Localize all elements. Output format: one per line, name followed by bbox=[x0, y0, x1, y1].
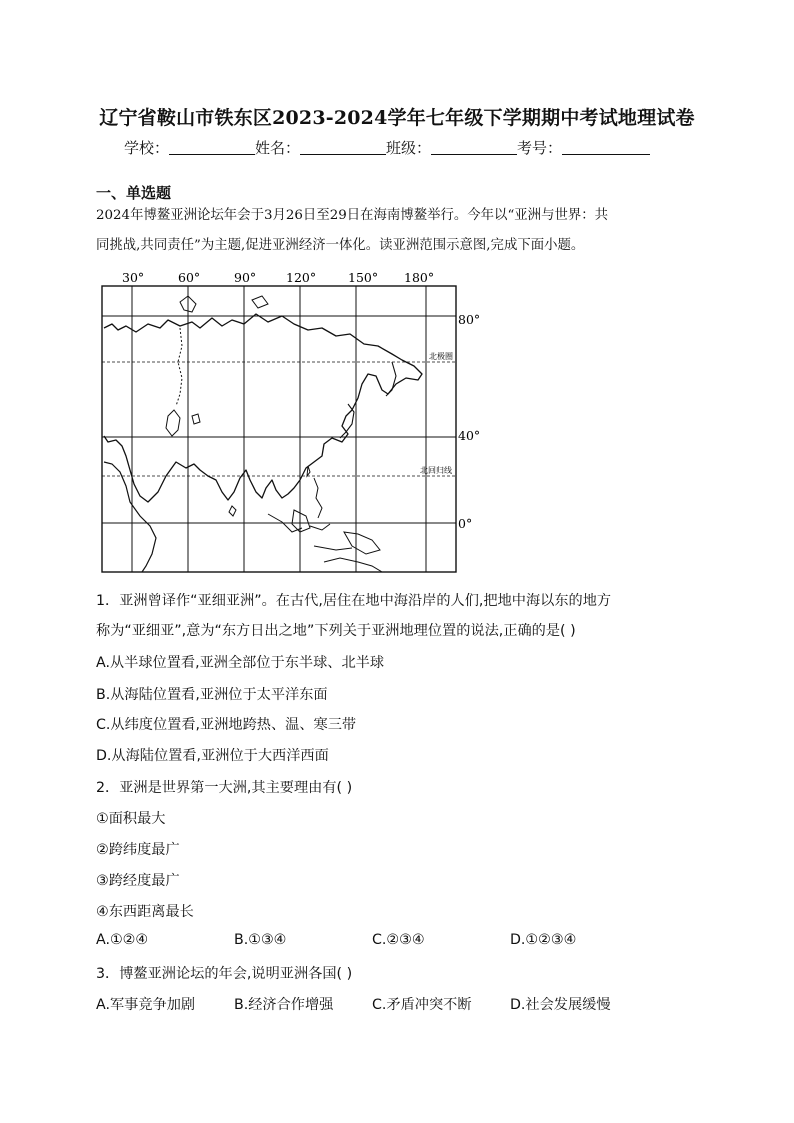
school-label: 学校： bbox=[124, 139, 170, 157]
exam-number-blank[interactable] bbox=[562, 140, 650, 155]
aral-sea bbox=[192, 414, 200, 424]
q3-option-c[interactable]: C.矛盾冲突不断 bbox=[372, 997, 472, 1013]
exam-number-label: 考号： bbox=[517, 139, 563, 157]
name-label: 姓名： bbox=[255, 139, 301, 157]
q1-option-b[interactable]: B.从海陆位置看,亚洲位于太平洋东面 bbox=[96, 687, 328, 703]
asia-map bbox=[96, 266, 496, 576]
exam-title: 辽宁省鞍山市铁东区2023-2024学年七年级下学期期中考试地理试卷 bbox=[99, 107, 695, 129]
q2-option-d[interactable]: D.①②③④ bbox=[510, 932, 577, 948]
class-blank[interactable] bbox=[431, 140, 517, 155]
indonesia-islands bbox=[268, 510, 352, 550]
severnaya-zemlya bbox=[252, 296, 268, 308]
sri-lanka bbox=[229, 506, 236, 516]
q1-stem-line-1: 1．亚洲曾译作“亚细亚洲”。在古代,居住在地中海沿岸的人们,把地中海以东的地方 bbox=[96, 593, 612, 609]
school-blank[interactable] bbox=[169, 140, 255, 155]
lon-label-30: 30° bbox=[122, 270, 145, 285]
lat-label-0: 0° bbox=[458, 516, 473, 531]
name-blank[interactable] bbox=[300, 140, 386, 155]
lat-label-80: 80° bbox=[458, 312, 481, 327]
q2-stem: 2．亚洲是世界第一大洲,其主要理由有( ) bbox=[96, 780, 353, 796]
lon-label-150: 150° bbox=[348, 270, 379, 285]
q2-item-2: ②跨纬度最广 bbox=[96, 842, 180, 858]
class-label: 班级： bbox=[386, 139, 432, 157]
new-guinea bbox=[344, 532, 380, 554]
lon-label-180: 180° bbox=[404, 270, 435, 285]
caspian-sea bbox=[166, 410, 180, 436]
section-heading: 一、单选题 bbox=[96, 184, 172, 202]
q2-item-1: ①面积最大 bbox=[96, 811, 166, 827]
africa-coastline bbox=[104, 462, 156, 572]
map-frame bbox=[102, 286, 456, 572]
q1-option-d[interactable]: D.从海陆位置看,亚洲位于大西洋西面 bbox=[96, 748, 329, 764]
lon-label-120: 120° bbox=[286, 270, 317, 285]
q2-item-4: ④东西距离最长 bbox=[96, 904, 194, 920]
q3-option-d[interactable]: D.社会发展缓慢 bbox=[510, 997, 611, 1013]
tropic-label: 北回归线 bbox=[420, 466, 452, 475]
q2-option-b[interactable]: B.①③④ bbox=[234, 932, 287, 948]
philippines bbox=[314, 478, 322, 518]
intro-line-2: 同挑战,共同责任”为主题,促进亚洲经济一体化。读亚洲范围示意图,完成下面小题。 bbox=[96, 238, 585, 253]
q3-option-b[interactable]: B.经济合作增强 bbox=[234, 997, 334, 1013]
lon-label-60: 60° bbox=[178, 270, 201, 285]
q3-option-a[interactable]: A.军事竞争加剧 bbox=[96, 997, 196, 1013]
q2-option-a[interactable]: A.①②④ bbox=[96, 932, 149, 948]
australia-coastline bbox=[324, 558, 382, 572]
arctic-circle-label: 北极圈 bbox=[429, 352, 453, 361]
q1-option-c[interactable]: C.从纬度位置看,亚洲地跨热、温、寒三带 bbox=[96, 717, 357, 733]
kamchatka bbox=[386, 362, 396, 396]
q2-option-c[interactable]: C.②③④ bbox=[372, 932, 425, 948]
q1-option-a[interactable]: A.从半球位置看,亚洲全部位于东半球、北半球 bbox=[96, 655, 385, 671]
asia-coastline bbox=[104, 314, 422, 502]
q3-stem: 3．博鳌亚洲论坛的年会,说明亚洲各国( ) bbox=[96, 966, 353, 982]
lon-label-90: 90° bbox=[234, 270, 257, 285]
q1-stem-line-2: 称为“亚细亚”,意为“东方日出之地”下列关于亚洲地理位置的说法,正确的是( ) bbox=[96, 623, 576, 639]
q2-item-3: ③跨经度最广 bbox=[96, 873, 180, 889]
ural-boundary bbox=[176, 328, 182, 406]
lat-label-40: 40° bbox=[458, 428, 481, 443]
student-info-fields bbox=[124, 137, 650, 158]
intro-line-1: 2024年博鳌亚洲论坛年会于3月26日至29日在海南博鳌举行。今年以“亚洲与世界：共 bbox=[96, 208, 609, 223]
taiwan bbox=[307, 466, 310, 476]
